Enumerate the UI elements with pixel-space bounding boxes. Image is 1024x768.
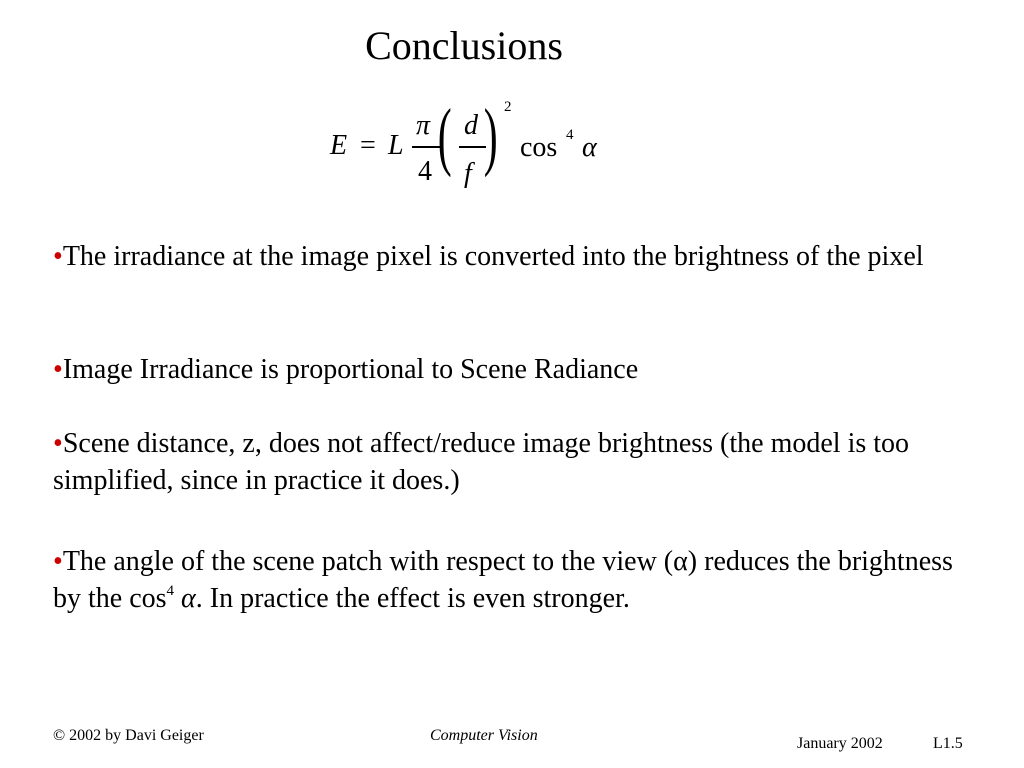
outer-exponent: 2 (504, 99, 512, 115)
equation-E: E (330, 130, 348, 161)
d-over-f-fraction-bar (459, 146, 486, 148)
slide-title: Conclusions (365, 23, 563, 68)
bullet-text: Scene distance, z, does not affect/reduce image brightness (the model is too simplified, since in practice it does.) (53, 428, 910, 496)
pi-over-4-fraction-bar (412, 146, 440, 148)
inline-cos4-alpha (129, 583, 196, 614)
bullet-marker: • (53, 546, 63, 577)
bullet-text-after: . In practice the effect is even stronger. (195, 583, 630, 614)
inline-cos-exponent: 4 (166, 583, 175, 599)
footer-date: January 2002 (797, 735, 883, 752)
right-paren: ) (483, 94, 498, 178)
footer-copyright: © 2002 by Davi Geiger (53, 727, 204, 744)
bullet-text: The irradiance at the image pixel is converted into the brightness of the pixel (62, 241, 924, 272)
equation-four: 4 (418, 156, 432, 187)
equation-equals: = (360, 130, 376, 161)
equation-f: f (464, 158, 472, 189)
bullet-scene-patch-angle (53, 543, 963, 617)
equation-alpha: α (582, 132, 597, 163)
bullet-irradiance-conversion (53, 238, 963, 275)
equation-L: L (388, 130, 404, 161)
footer-slide-number: L1.5 (933, 735, 963, 752)
bullet-scene-distance (53, 425, 963, 499)
bullet-marker: • (53, 241, 63, 272)
bullet-proportional-radiance (53, 351, 963, 388)
bullet-marker: • (53, 354, 63, 385)
left-paren: ( (437, 94, 452, 178)
bullet-text-before: The angle of the scene patch with respect to the view (α) reduces the brightness by the (53, 546, 953, 614)
irradiance-equation (330, 96, 630, 196)
equation-pi: π (416, 110, 431, 141)
cos-exponent: 4 (566, 127, 574, 143)
bullet-marker: • (53, 428, 63, 459)
bullet-text: Image Irradiance is proportional to Scene Radiance (62, 354, 639, 385)
equation-cos: cos (520, 132, 558, 163)
inline-cos: cos (129, 583, 167, 614)
equation-d: d (464, 110, 478, 141)
inline-alpha: α (181, 583, 196, 614)
footer-course: Computer Vision (430, 727, 538, 744)
